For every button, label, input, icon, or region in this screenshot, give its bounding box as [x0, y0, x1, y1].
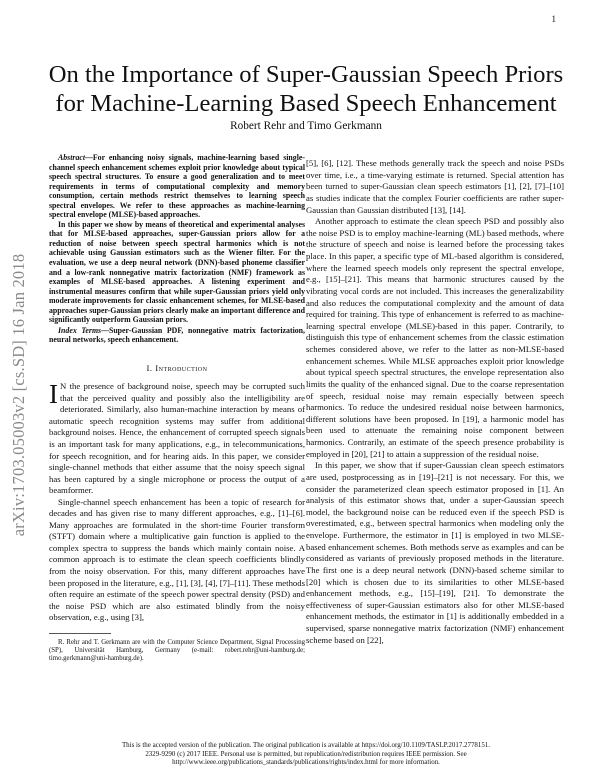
- drop-cap: I: [49, 379, 58, 410]
- introduction: [49, 381, 305, 623]
- intro-text-1: N the presence of background noise, speech may be corrupted such that the perceived quality and possibly also the intelligibility are deteriorated. Similarly, also human-machine interaction by means of automatic speech recognition systems may suffer from additional background noises. Hence, the enhancement of corrupted speech signals is an important task for many applications, e.g., in telecommunications, for speech recognition, and for hearing aids. In this paper, we consider single-channel methods that either assume that the noisy speech signal has been captured by a single microphone or process the output of a beamformer.: [49, 381, 305, 496]
- intro-paragraph-1: [49, 381, 305, 496]
- abstract-text-1: —For enhancing noisy signals, machine-learning based single-channel speech enhancement schemes exploit prior knowledge about typical speech spectral structures. To ensure a good generalization and to meet requirements in terms of computational complexity and memory consumption, certain methods restrict themselves to learning speech spectral envelopes. We refer to these approaches as machine-learning spectral envelope (MLSE)-based approaches.: [49, 153, 305, 220]
- right-paragraph-1: [5], [6], [12]. These methods generally track the speech and noise PSDs over time, i.e., a time-varying estimate is returned. Special attention has been turned to super-Gaussian clean speech estimators [1], [2], [7]–[10] as studies indicate that the complex Fourier coefficients are rather super-Gaussian than Gaussian distributed [13], [14].: [306, 158, 564, 215]
- abstract-paragraph-1: [49, 153, 305, 220]
- section-title: Introduction: [155, 362, 208, 373]
- author-footnote: R. Rehr and T. Gerkmann are with the Computer Science Department, Signal Processing (SP), Universität Hamburg, Germany (e-mail: robert.rehr@uni-hamburg.de; timo.gerkmann@uni-hamburg.de).: [49, 638, 305, 663]
- publication-note: [48, 741, 564, 767]
- page-number: 1: [551, 14, 556, 24]
- footnote-rule: [49, 633, 111, 634]
- index-terms-text: —Super-Gaussian PDF, nonnegative matrix factorization, neural networks, speech enhancement.: [49, 325, 305, 345]
- publication-note-line-1: This is the accepted version of the publication. The original publication is available at https://doi.org/10.1109/TASLP.2017.2778151.: [121, 741, 491, 749]
- section-numeral: I.: [146, 362, 153, 373]
- right-paragraph-2: Another approach to estimate the clean speech PSD and possibly also the noise PSD is to employ machine-learning (ML) based methods, where the structure of speech and noise is learned before the processing takes place. In this paper, a specific type of ML-based algorithm is considered, where the learned speech models only represent the spectral envelope, e.g., [15]–[21]. This means that harmonic structures caused by the vibrating vocal cords are not included. This increases the generalizability and also reduces the computational complexity and the amount of data required for training. This type of enhancement is referred to as machine-learning spectral envelope (MLSE)-based in this paper. Contrarily, to distinguish this type of enhancement schemes from the classic estimation schemes considered above, we refer to the latter as non-MLSE-based enhancement schemes. While MLSE approaches exploit prior knowledge about typical speech spectral structures, the envelope representation also limits the quality of the enhanced signal. Due to the coarse representation of speech, residual noise may remain especially between speech harmonics. To reduce the undesired residual noise between harmonics, different solutions have been proposed. In [19], a harmonic model has been used to attenuate the remaining noise component between harmonics. Contrarily, an estimate of the speech presence probability is employed in [20], [21] to attain a suppression of the residual noise.: [306, 216, 564, 459]
- right-paragraph-3: In this paper, we show that if super-Gaussian clean speech estimators are used, postprocessing as in [19]–[21] is not necessary. For this, we consider the parameterized clean speech estimator proposed in [1]. An analysis of this estimator shows that, under a super-Gaussian speech model, the background noise can be reduced even if the speech PSD is overestimated, e.g., between spectral harmonics when modeling only the envelope. Furthermore, the estimator in [1] is employed in two MLSE-based enhancement schemes. Both methods serve as examples and can be considered as variants of previously proposed methods in the literature. The first one is a deep neural network (DNN)-based scheme similar to [20] which is chosen due to its similarities to other MLSE-based enhancement methods, e.g., [15]–[19], [21]. To demonstrate the effectiveness of super-Gaussian estimators also for other MLSE-based enhancement methods, the estimator in [1] is additionally embedded in a supervised, sparse nonnegative matrix factorization (NMF) enhancement scheme based on [22],: [306, 460, 564, 645]
- right-column: [306, 158, 564, 646]
- abstract-paragraph-2: In this paper we show by means of theoretical and experimental analyses that for MLSE-based approaches, super-Gaussian priors allow for a reduction of noise between speech spectral harmonics which is not achievable using Gaussian estimators such as the Wiener filter. For the evaluation, we use a deep neural network (DNN)-based phoneme classifier and a low-rank nonnegative matrix factorization (NMF) framework as examples of MLSE-based approaches. A listening experiment and instrumental measures confirm that while super-Gaussian priors yield only moderate improvements for classic enhancement schemes, for MLSE-based approaches super-Gaussian priors clearly make an important difference and significantly outperform Gaussian priors.: [49, 219, 305, 325]
- abstract-label: Abstract: [58, 153, 86, 162]
- abstract: [49, 153, 305, 345]
- left-column: [49, 153, 305, 664]
- publication-note-line-3: http://www.ieee.org/publications_standards/publications/rights/index.html for more information.: [172, 758, 440, 767]
- publication-note-line-2: 2329-9290 (c) 2017 IEEE. Personal use is permitted, but republication/redistribution requires IEEE permission. See: [145, 749, 467, 758]
- index-terms-label: Index Terms: [58, 325, 102, 335]
- index-terms: [49, 326, 305, 345]
- paper-title: [46, 60, 566, 118]
- authors: Robert Rehr and Timo Gerkmann: [230, 120, 382, 132]
- title-line-1: On the Importance of Super-Gaussian Speech Priors: [48, 61, 564, 88]
- section-heading-introduction: [49, 363, 305, 374]
- intro-paragraph-2: Single-channel speech enhancement has been a topic of research for decades and has given rise to many different approaches, e.g., [1]–[6]. Many approaches are formulated in the short-time Fourier transform (STFT) domain where a multiplicative gain function is applied to the complex spectra to suppress the bands which mainly contain noise. A common approach is to estimate the clean speech coefficients blindly from the noisy observation. For this, many different approaches have been proposed in the literature, e.g., [1], [3], [4], [7]–[11]. These methods often require an estimate of the speech power spectral density (PSD) and the noise PSD which are also estimated blindly from the noisy observation, e.g., using [3],: [49, 496, 305, 623]
- arxiv-watermark: arXiv:1703.05003v2 [cs.SD] 16 Jan 2018: [9, 253, 28, 537]
- title-line-2: for Machine-Learning Based Speech Enhancement: [55, 90, 557, 117]
